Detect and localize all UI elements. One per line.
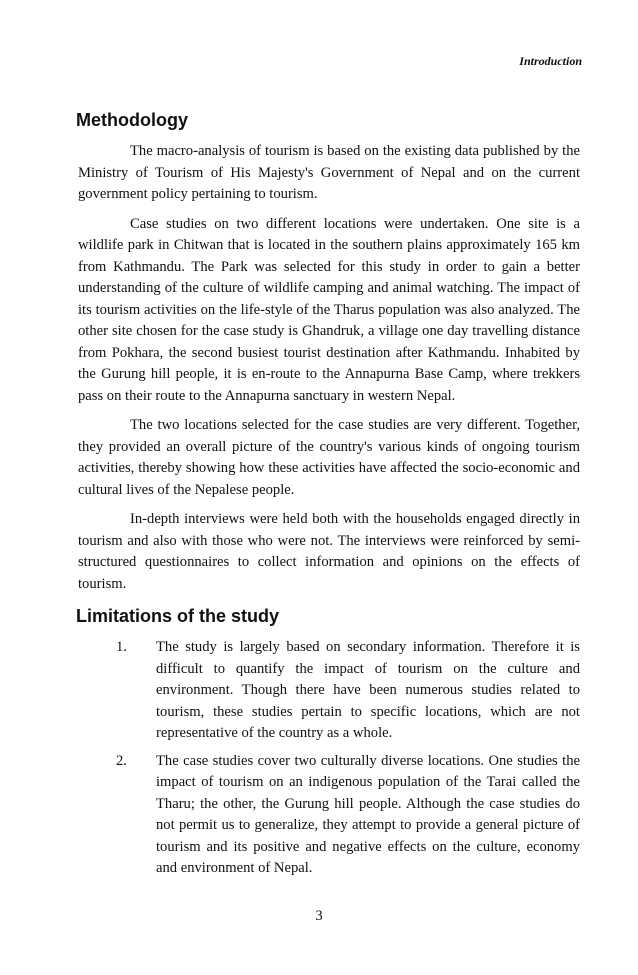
list-item (116, 637, 580, 745)
page-number: 3 (315, 908, 323, 924)
list-item-number: 1. (116, 639, 127, 655)
list-item-text: The study is largely based on secondary information. Therefore it is difficult to quantify the impact of tourism on the culture and environment. Though there have been numerous studies related to tourism, these studies pertain to specific locations, which are not representative of the country as a whole. (156, 639, 580, 741)
paragraph: The two locations selected for the case studies are very different. Together, they provided an overall picture of the country's various kinds of ongoing tourism activities, thereby showing how these activities have affected the socio-economic and cultural lives of the Nepalese people. (78, 417, 580, 498)
paragraph: The macro-analysis of tourism is based on the existing data published by the Ministry of Tourism of His Majesty's Government of Nepal and on the current government policy pertaining to tourism. (78, 143, 580, 202)
section-heading-methodology: Methodology (76, 110, 188, 130)
methodology-body (78, 141, 580, 603)
list-item-text: The case studies cover two culturally diverse locations. One studies the impact of tourism on an indigenous population of the Tarai called the Tharu; the other, the Gurung hill people. Although the case studies do not permit us to generalize, they attempt to provide a general picture of tourism and its positive and negative effects on the culture, economy and environment of Nepal. (156, 752, 580, 876)
list-item-number: 2. (116, 752, 127, 769)
paragraph: In-depth interviews were held both with the households engaged directly in tourism and also with those who were not. The interviews were reinforced by semi-structured questionnaires to collect information and opinions on the effects of tourism. (78, 511, 580, 592)
running-head: Introduction (519, 54, 582, 68)
list-item (116, 751, 580, 880)
section-heading-limitations: Limitations of the study (76, 606, 280, 626)
paragraph: Case studies on two different locations were undertaken. One site is a wildlife park in Chitwan that is located in the southern plains approximately 165 km from Kathmandu. The Park was selected for this study in order to gain a better understanding of the culture of wildlife camping and animal watching. The impact of its tourism activities on the life-style of the Tharus population was also analyzed. The other site chosen for the case study is Ghandruk, a village one day travelling distance from Pokhara, the second busiest tourist destination after Kathmandu. Inhabited by the Gurung hill people, it is en-route to the Annapurna Base Camp, where trekkers pass on their route to the Annapurna sanctuary in western Nepal. (78, 215, 580, 404)
limitations-list (116, 637, 580, 886)
